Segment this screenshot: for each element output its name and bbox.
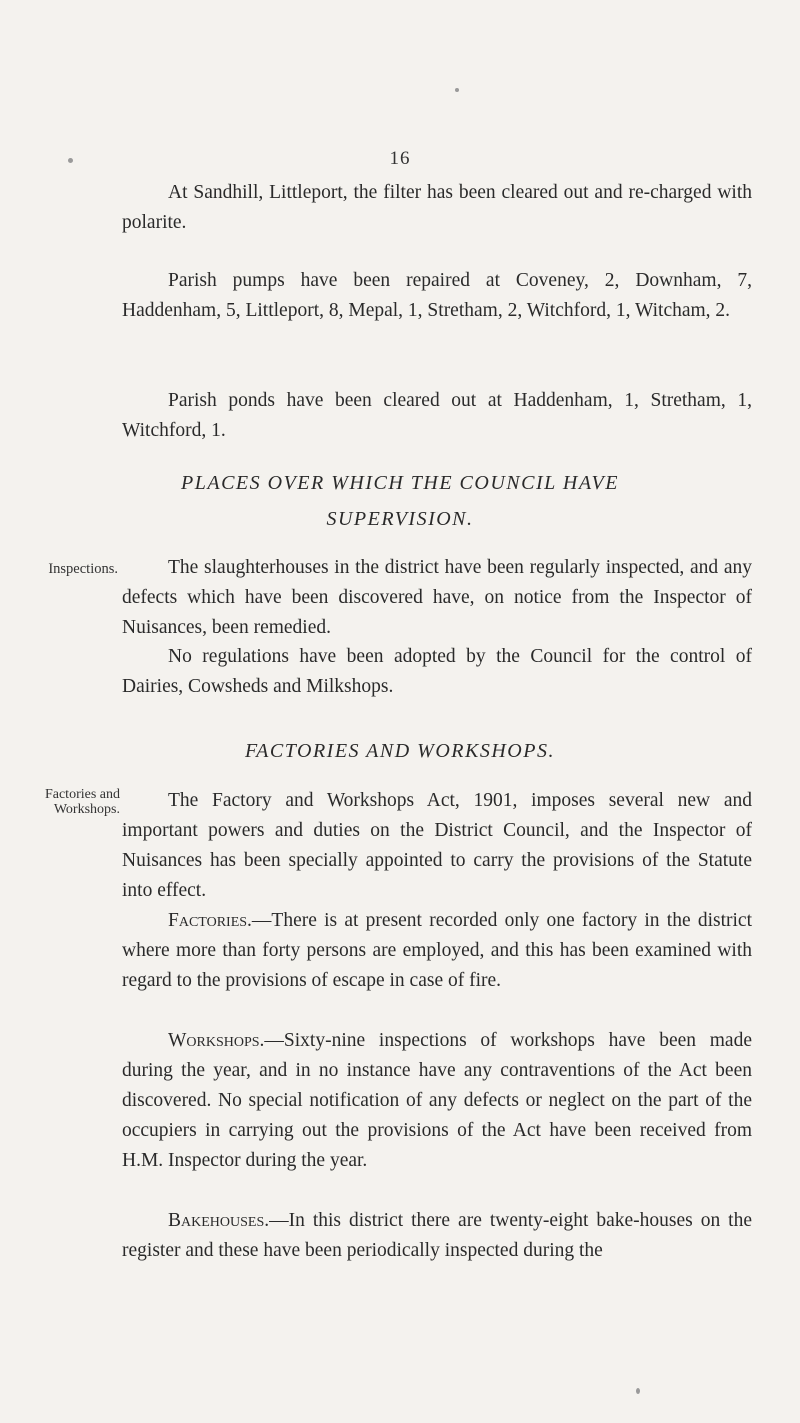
- paragraph-slaughterhouses: The slaughterhouses in the district have been regularly inspected, and any defects which have been discovered have, on notice from the Inspector of Nuisances, been remedied.: [122, 557, 752, 638]
- paragraph-workshops: [122, 1026, 752, 1176]
- body-factories: —There is at present recorded only one factory in the district where more than forty persons are employed, and this has been examined with regard to the provisions of escape in case of fire.: [122, 910, 752, 991]
- scan-speck: [455, 88, 459, 92]
- margin-note-factories: [20, 787, 120, 817]
- page-number: 16: [389, 148, 411, 169]
- scan-speck: [636, 1388, 640, 1394]
- heading-places-line1: PLACES OVER WHICH THE COUNCIL HAVE: [181, 472, 619, 494]
- margin-note-inspections: Inspections.: [48, 561, 118, 577]
- body-bakehouses: —In this district there are twenty-eight bake-houses on the register and these have been periodically inspected during the: [122, 1210, 752, 1261]
- heading-places-line2: SUPERVISION.: [326, 508, 474, 530]
- margin-note-factories-line2: Workshops.: [53, 802, 120, 817]
- paragraph-parish-pumps: Parish pumps have been repaired at Coveney, 2, Downham, 7, Haddenham, 5, Littleport, 8, Mepal, 1, Stretham, 2, Witchford, 1, Witcham, 2.: [122, 270, 752, 321]
- paragraph-factories: [122, 906, 752, 996]
- lead-bakehouses: Bakehouses.: [168, 1210, 270, 1231]
- paragraph-parish-ponds: Parish ponds have been cleared out at Haddenham, 1, Stretham, 1, Witchford, 1.: [122, 390, 752, 441]
- paragraph-sandhill: At Sandhill, Littleport, the filter has been cleared out and re-charged with polarite.: [122, 182, 752, 233]
- heading-factories-workshops: FACTORIES AND WORKSHOPS.: [245, 740, 555, 762]
- margin-note-factories-line1: Factories and: [44, 787, 120, 802]
- lead-workshops: Workshops.: [168, 1030, 265, 1051]
- paragraph-factory-act: The Factory and Workshops Act, 1901, imposes several new and important powers and duties on the District Council, and the Inspector of Nuisances has been specially appointed to carry the provisions of the Statute into effect.: [122, 790, 752, 901]
- paragraph-bakehouses: [122, 1206, 752, 1266]
- lead-factories: Factories.: [168, 910, 252, 931]
- paragraph-dairies: No regulations have been adopted by the Council for the control of Dairies, Cowsheds and Milkshops.: [122, 646, 752, 697]
- body-workshops: —Sixty-nine inspections of workshops have been made during the year, and in no instance have any contraventions of the Act been discovered. No special notification of any defects or neglect on the part of the occupiers in carrying out the provisions of the Act have been received from H.M. Inspector during the year.: [122, 1030, 752, 1171]
